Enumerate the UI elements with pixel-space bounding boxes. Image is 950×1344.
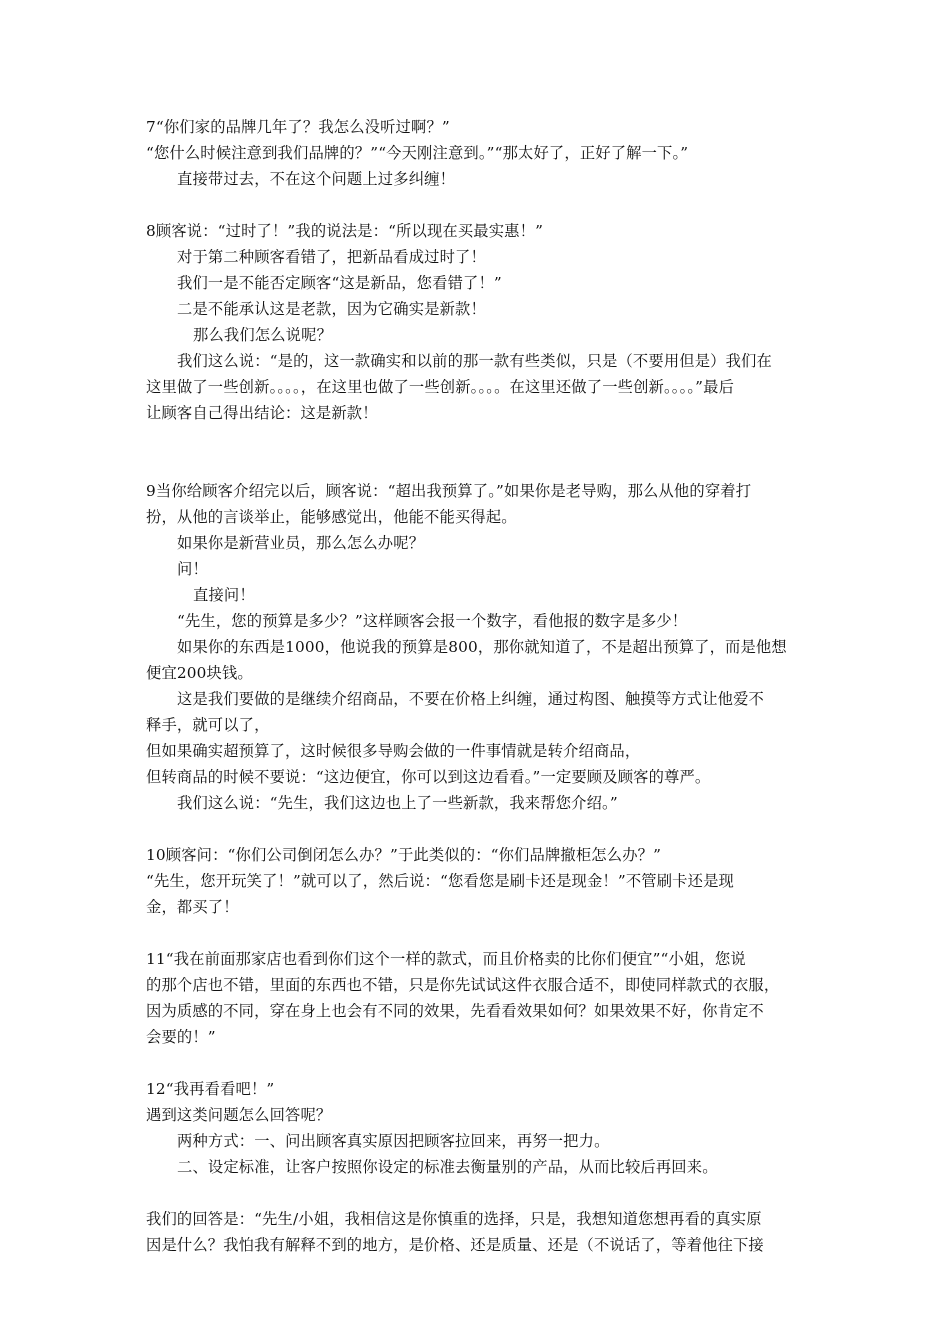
- blank-line: [146, 920, 810, 946]
- paragraph-line: 二是不能承认这是老款，因为它确实是新款！: [177, 300, 486, 318]
- paragraph-line: 我们这么说：“先生，我们这边也上了一些新款，我来帮您介绍。”: [177, 794, 618, 812]
- question-heading: 7“你们家的品牌几年了？我怎么没听过啊？”: [146, 118, 450, 136]
- question-heading: 10顾客问：“你们公司倒闭怎么办？”于此类似的：“你们品牌撤柜怎么办？”: [146, 846, 662, 864]
- question-heading: 11“我在前面那家店也看到你们这个一样的款式，而且价格卖的比你们便宜”“小姐，您说: [146, 950, 746, 968]
- section-answer: [146, 1206, 810, 1258]
- section-q8: [146, 218, 810, 426]
- blank-line: [146, 192, 810, 218]
- paragraph-line: 遇到这类问题怎么回答呢？: [146, 1106, 332, 1124]
- paragraph-line: 但如果确实超预算了，这时候很多导购会做的一件事情就是转介绍商品，: [146, 742, 641, 760]
- paragraph-line: 会要的！”: [146, 1028, 216, 1046]
- paragraph-line: “先生，您开玩笑了！”就可以了，然后说：“您看您是刷卡还是现金！”不管刷卡还是现: [146, 872, 734, 890]
- paragraph-line: 直接带过去，不在这个问题上过多纠缠！: [177, 170, 456, 188]
- blank-line: [146, 426, 810, 478]
- question-heading: 8顾客说：“过时了！”我的说法是：“所以现在买最实惠！”: [146, 222, 544, 240]
- blank-line: [146, 816, 810, 842]
- paragraph-line: “您什么时候注意到我们品牌的？”“今天刚注意到。”“那太好了，正好了解一下。”: [146, 144, 689, 162]
- paragraph-line: 问！: [177, 560, 208, 578]
- paragraph-line: 二、设定标准，让客户按照你设定的标准去衡量别的产品，从而比较后再回来。: [177, 1158, 718, 1176]
- paragraph-line: 的那个店也不错，里面的东西也不错，只是你先试试这件衣服合适不，即使同样款式的衣服，: [146, 976, 780, 994]
- section-q9: [146, 478, 810, 816]
- document-body: [146, 114, 810, 1258]
- paragraph-line: 如果你的东西是1000，他说我的预算是800，那你就知道了，不是超出预算了，而是他想: [177, 638, 787, 656]
- paragraph-line: 金，都买了！: [146, 898, 239, 916]
- blank-line: [146, 1180, 810, 1206]
- paragraph-line: 让顾客自己得出结论：这是新款！: [146, 404, 378, 422]
- question-heading: 9当你给顾客介绍完以后，顾客说：“超出我预算了。”如果你是老导购，那么从他的穿着打: [146, 482, 752, 500]
- question-heading: 12“我再看看吧！”: [146, 1080, 275, 1098]
- paragraph-line: 因为质感的不同，穿在身上也会有不同的效果，先看看效果如何？如果效果不好，你肯定不: [146, 1002, 764, 1020]
- paragraph-line: “先生，您的预算是多少？”这样顾客会报一个数字，看他报的数字是多少！: [177, 612, 688, 630]
- paragraph-line: 那么我们怎么说呢？: [193, 326, 333, 344]
- paragraph-line: 直接问！: [193, 586, 255, 604]
- section-q12: [146, 1076, 810, 1180]
- paragraph-line: 便宜200块钱。: [146, 664, 253, 682]
- section-q11: [146, 946, 810, 1050]
- paragraph-line: 对于第二种顾客看错了，把新品看成过时了！: [177, 248, 486, 266]
- paragraph-line: 两种方式：一、问出顾客真实原因把顾客拉回来，再努一把力。: [177, 1132, 610, 1150]
- paragraph-line: 这里做了一些创新。。。。，在这里也做了一些创新。。。。在这里还做了一些创新。。。。”最后: [146, 378, 735, 396]
- paragraph-line: 但转商品的时候不要说：“这边便宜，你可以到这边看看。”一定要顾及顾客的尊严。: [146, 768, 711, 786]
- paragraph-line: 我们一是不能否定顾客“这是新品，您看错了！”: [177, 274, 502, 292]
- section-q10: [146, 842, 810, 920]
- paragraph-line: 我们这么说：“是的，这一款确实和以前的那一款有些类似，只是（不要用但是）我们在: [177, 352, 772, 370]
- paragraph-line: 因是什么？我怕我有解释不到的地方，是价格、还是质量、还是（不说话了，等着他往下接: [146, 1236, 764, 1254]
- paragraph-line: 这是我们要做的是继续介绍商品，不要在价格上纠缠，通过构图、触摸等方式让他爱不: [177, 690, 764, 708]
- section-q7: [146, 114, 810, 192]
- paragraph-line: 我们的回答是：“先生/小姐，我相信这是你慎重的选择，只是，我想知道您想再看的真实原: [146, 1210, 762, 1228]
- paragraph-line: 如果你是新营业员，那么怎么办呢？: [177, 534, 425, 552]
- blank-line: [146, 1050, 810, 1076]
- paragraph-line: 扮，从他的言谈举止，能够感觉出，他能不能买得起。: [146, 508, 517, 526]
- paragraph-line: 释手，就可以了，: [146, 716, 270, 734]
